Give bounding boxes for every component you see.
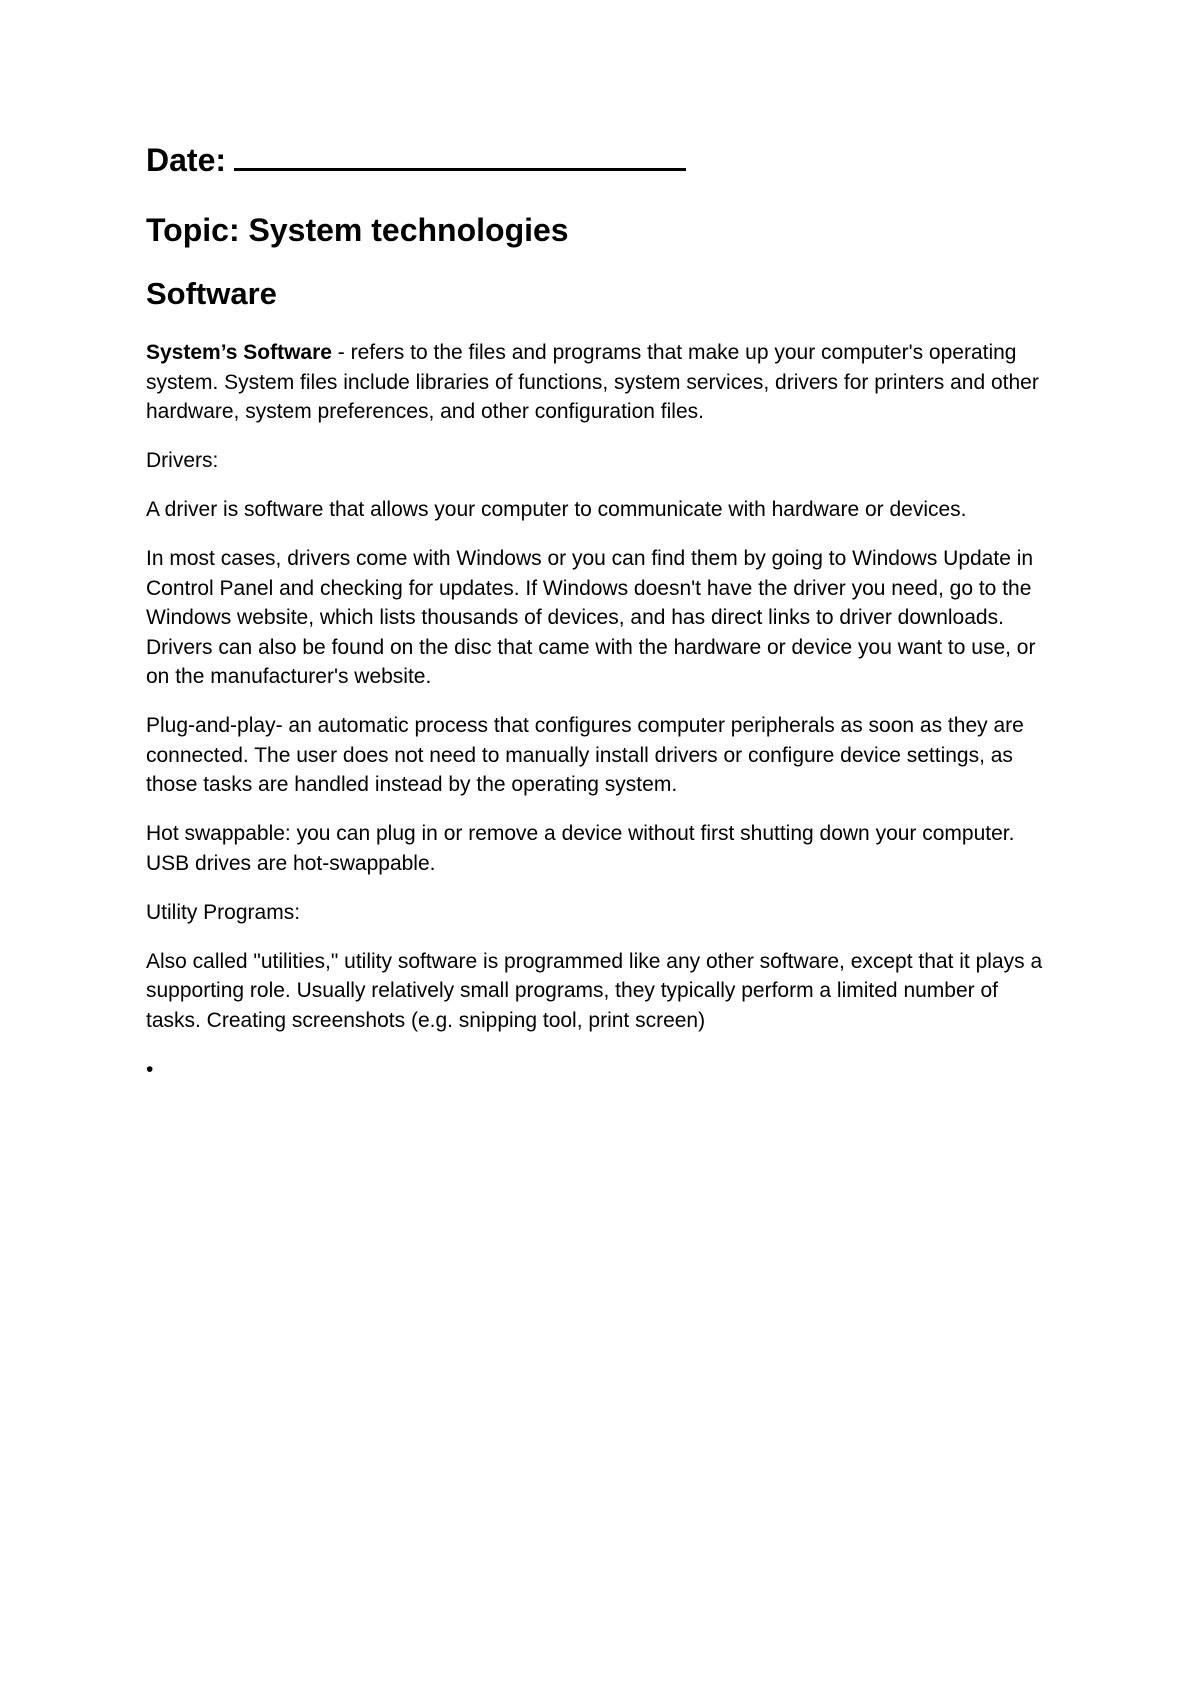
drivers-detail-paragraph: In most cases, drivers come with Windows or you can find them by going to Windows Update in Control Panel and checking for updates. If Windows doesn't have the driver you need, go to the Windows website, which lists thousands of devices, and has direct links to driver downloads. Drivers can also be found on the disc that came with the hardware or device you want to use, or on the manufacturer's website. — [146, 547, 1036, 688]
utility-programs-paragraph: Also called "utilities," utility software is programmed like any other software, except that it plays a supporting role. Usually relatively small programs, they typically perform a limited number of tasks. Creating screenshots (e.g. snipping tool, print screen) — [146, 949, 1043, 1032]
bullet-icon: • — [146, 1057, 154, 1081]
section-title: Software — [146, 276, 277, 311]
plug-and-play-paragraph: Plug-and-play- an automatic process that configures computer peripherals as soon as they are connected. The user does not need to manually install drivers or configure device settings, as those tasks are handled instead by the operating system. — [146, 714, 1024, 796]
date-line — [146, 140, 1050, 180]
systems-software-text: - refers to the files and programs that make up your computer's operating system. System files include libraries of functions, system services, drivers for printers and other hardware, system preferences, and other configuration files. — [146, 341, 1039, 423]
date-blank-underline — [234, 168, 686, 171]
topic-heading: Topic: System technologies — [146, 212, 569, 248]
date-label: Date: — [146, 142, 227, 178]
hot-swappable-paragraph: Hot swappable: you can plug in or remove a device without first shutting down your computer. USB drives are hot-swappable. — [146, 822, 1015, 875]
utility-programs-label: Utility Programs: — [146, 900, 301, 924]
systems-software-paragraph — [146, 338, 1050, 427]
driver-definition-paragraph: A driver is software that allows your computer to communicate with hardware or devices. — [146, 498, 967, 521]
systems-software-term: System’s Software — [146, 341, 332, 364]
empty-bullet-item — [146, 1055, 1050, 1085]
drivers-label: Drivers: — [146, 449, 219, 472]
